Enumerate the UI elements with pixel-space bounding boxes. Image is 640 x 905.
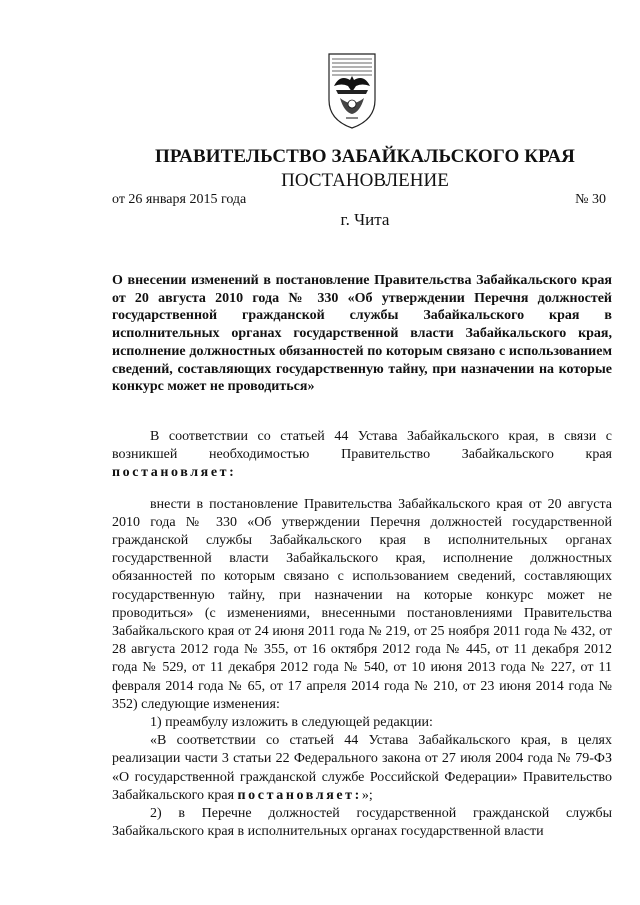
main-paragraph: внести в постановление Правительства Забайкальского края от 20 августа 2010 года № 330 «Об утверждении Перечня должностей государственной гражданской службы Забайкальского края в исполнительных органах государственной власти Забайкальского края, исполнение должностных обязанностей по которым связано с использованием сведений, составляющих государственную тайну, при назначении на которые конкурс может не проводиться» (с изменениями, внесенными постановлениями Правительства Забайкальского края от 24 июня 2011 года № 219, от 25 ноября 2011 года № 432, от 28 августа 2012 года № 355, от 16 октября 2012 года № 445, от 11 декабря 2012 года № 529, от 11 декабря 2012 года № 540, от 10 июня 2013 года № 227, от 11 февраля 2014 года № 65, от 17 апреля 2014 года № 210, от 23 июня 2014 года № 352) следующие изменения: xyxy=(112,496,612,712)
resolves-word: постановляет: xyxy=(112,465,237,481)
intro-text: В соответствии со статьей 44 Устава Забайкальского края, в связи с возникшей необходимостью Правительство Забайкальского края xyxy=(112,429,612,463)
coat-of-arms-icon xyxy=(326,52,378,130)
intro-paragraph xyxy=(112,428,612,483)
item-2-paragraph: 2) в Перечне должностей государственной гражданской службы Забайкальского края в исполнительных органах государственной власти xyxy=(112,806,612,840)
quote-text: «В соответствии со статьей 44 Устава Забайкальского края, в целях реализации части 3 статьи 22 Федерального закона от 27 июля 2004 года № 79-ФЗ «О государственной гражданской службе Российской Федерации» Правительство Забайкальского края xyxy=(112,733,612,803)
document-number: № 30 xyxy=(575,192,606,207)
quote-paragraph xyxy=(112,732,612,805)
quote-end: »; xyxy=(361,787,373,803)
government-name: ПРАВИТЕЛЬСТВО ЗАБАЙКАЛЬСКОГО КРАЯ xyxy=(154,146,575,167)
document-body xyxy=(112,428,612,841)
paragraph-gap xyxy=(112,483,612,496)
document-city: г. Чита xyxy=(340,210,390,229)
document-date: от 26 января 2015 года xyxy=(112,192,247,207)
document-heading: О внесении изменений в постановление Правительства Забайкальского края от 20 августа 2010 года № 330 «Об утверждении Перечня должностей государственной гражданской службы Забайкальского края в исполнительных органах государственной власти Забайкальского края, исполнение должностных обязанностей по которым связано с использованием сведений, составляющих государственную тайну, при назначении на которые конкурс может не проводиться» xyxy=(112,273,612,395)
document-type: ПОСТАНОВЛЕНИЕ xyxy=(281,170,449,191)
quote-resolves-word: постановляет: xyxy=(237,787,362,803)
item-1-paragraph: 1) преамбулу изложить в следующей редакции: xyxy=(150,715,433,731)
